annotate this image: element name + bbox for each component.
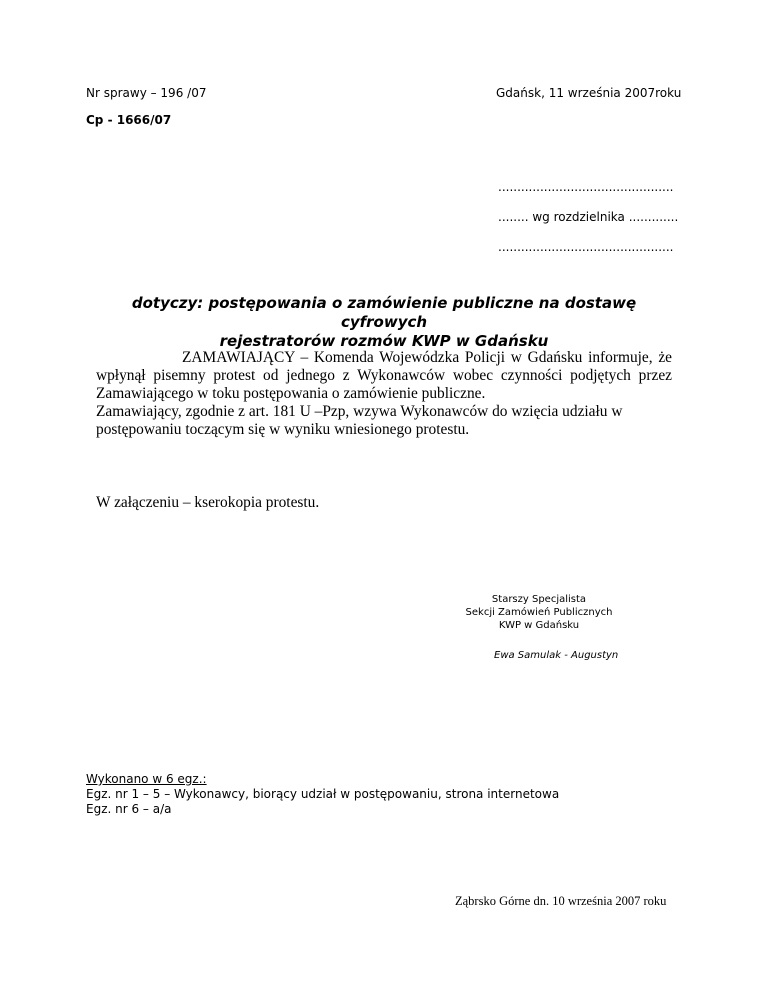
subject-line-1: dotyczy: postępowania o zamówienie publiczne na dostawę cyfrowych <box>131 294 637 331</box>
copies-list <box>86 772 559 817</box>
place-date: Gdańsk, 11 września 2007roku <box>496 86 682 100</box>
addressee-line-2: ........ wg rozdzielnika ............. <box>498 210 679 224</box>
reference-number: Cp - 1666/07 <box>86 113 172 127</box>
signature-title-1: Starszy Specjalista <box>491 594 587 605</box>
copy-item-1: Egz. nr 1 – 5 – Wykonawcy, biorący udział w postępowaniu, strona internetowa <box>86 787 560 801</box>
signature-title-2: Sekcji Zamówień Publicznych <box>465 607 613 618</box>
signature-block <box>464 593 614 632</box>
attachment-note: W załączeniu – kserokopia protestu. <box>96 494 320 511</box>
letter-body <box>96 349 672 439</box>
copies-heading: Wykonano w 6 egz.: <box>86 772 207 786</box>
copy-item-2: Egz. nr 6 – a/a <box>86 802 172 816</box>
addressee-line-3: .............................................. <box>498 240 674 254</box>
bottom-note: Ząbrsko Górne dn. 10 września 2007 roku <box>455 894 667 908</box>
subject-heading <box>96 294 672 351</box>
subject-line-2: rejestratorów rozmów KWP w Gdańsku <box>219 332 549 350</box>
body-paragraph-2: Zamawiający, zgodnie z art. 181 U –Pzp, wzywa Wykonawców do wzięcia udziału w postępowaniu toczącym się w wyniku wniesionego protestu. <box>96 403 623 438</box>
case-number: Nr sprawy – 196 /07 <box>86 86 207 100</box>
signatory-name: Ewa Samulak - Augustyn <box>494 650 619 661</box>
addressee-line-1: .............................................. <box>498 180 674 194</box>
body-paragraph-1: ZAMAWIAJĄCY – Komenda Wojewódzka Policji w Gdańsku informuje, że wpłynął pisemny protest od jednego z Wykonawców wobec czynności podjętych przez Zamawiającego w toku postępowania o zamówienie publiczne. <box>96 349 672 402</box>
signature-title-3: KWP w Gdańsku <box>498 620 580 631</box>
